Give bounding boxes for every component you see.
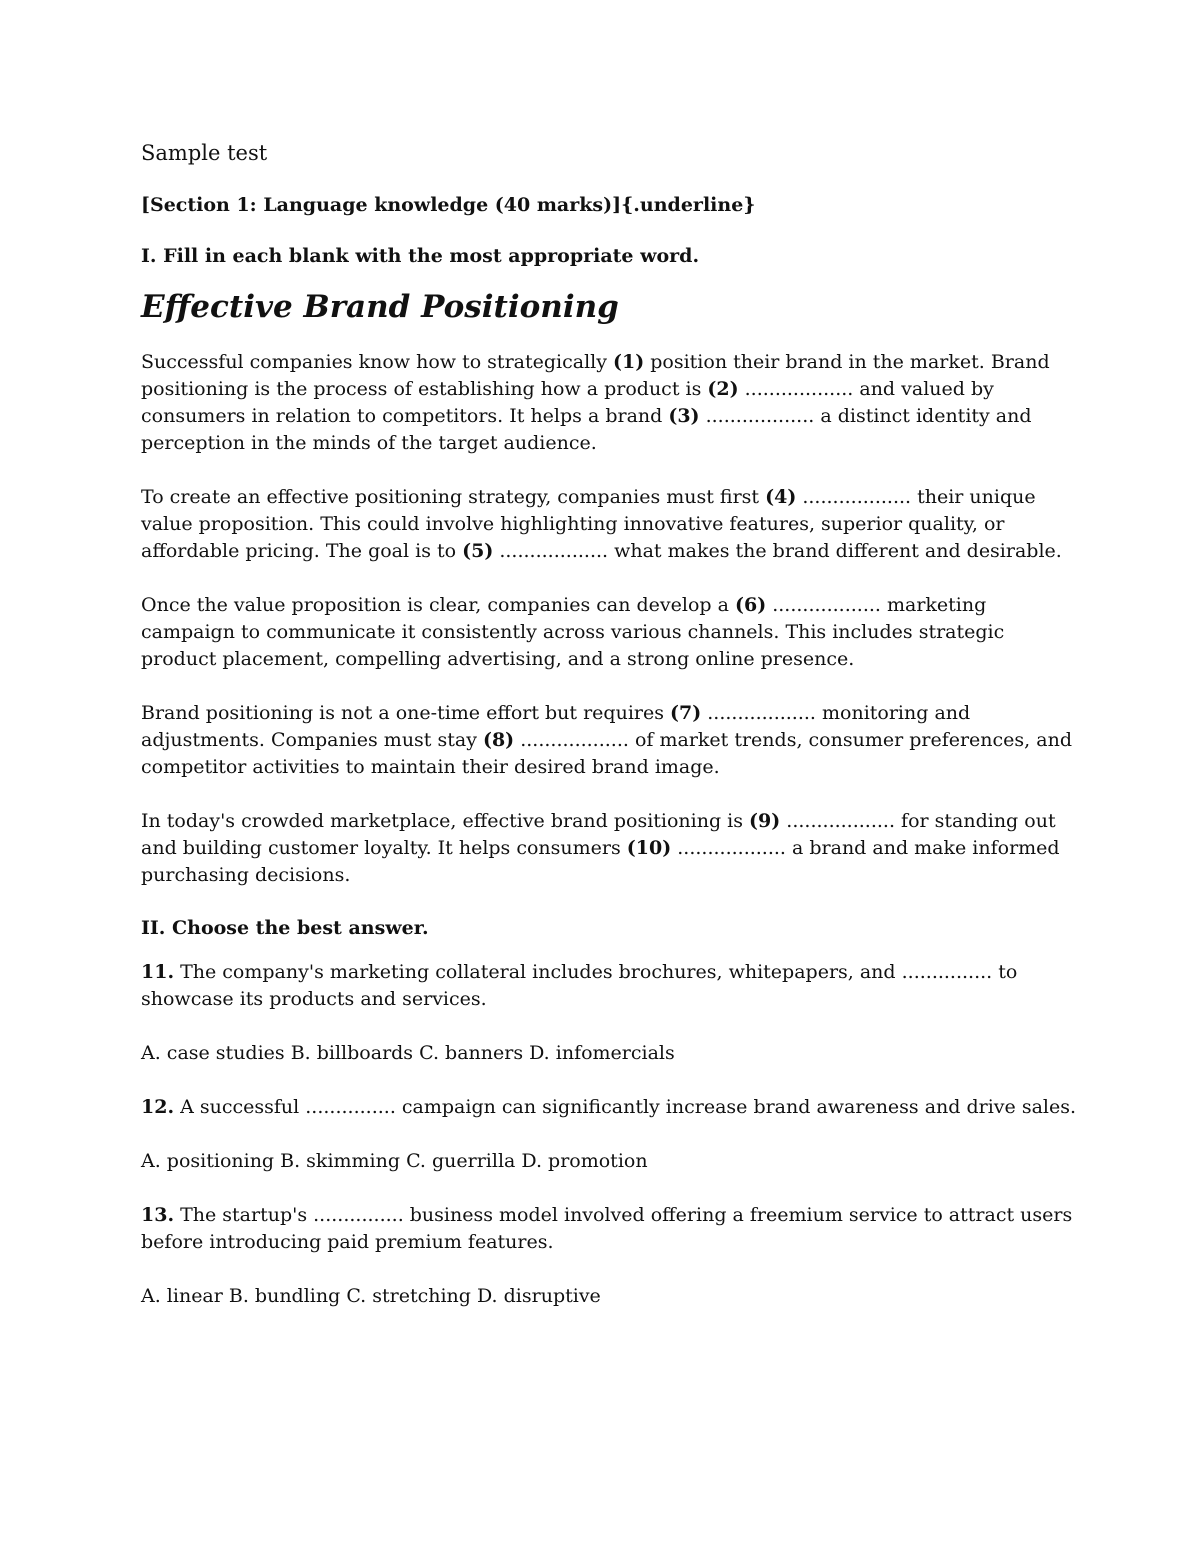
question-text: The company's marketing collateral includes brochures, whitepapers, and ............... to showcase its products and services. [141,960,1018,1010]
answer-options: A. linear B. bundling C. stretching D. disruptive [141,1284,601,1307]
passage-text: Brand positioning is not a one-time effort but requires [141,701,671,724]
passage-text: .................. and valued by consumers in relation to competitors. It helps a brand [141,377,994,427]
part-one-heading: I. Fill in each blank with the most appropriate word. [141,244,700,267]
passage-title: Effective Brand Positioning [141,288,619,325]
question-text: A successful ............... campaign can significantly increase brand awareness and drive sales. [174,1095,1077,1118]
document-page [141,140,1076,1337]
passage-text: .................. of market trends, consumer preferences, and competitor activities to maintain their desired brand image. [141,728,1072,778]
passage-text: In today's crowded marketplace, effective brand positioning is [141,809,750,832]
question-stem [141,1202,1076,1256]
blank-number: (4) [765,485,797,508]
question-item [141,1094,1076,1175]
question-number: 13. [141,1203,175,1226]
blank-number: (10) [626,836,672,859]
question-stem [141,1094,1076,1121]
blank-number: (1) [613,350,645,373]
question-number: 12. [141,1095,175,1118]
passage-text: .................. a brand and make informed purchasing decisions. [141,836,1060,886]
passage-text: .................. what makes the brand different and desirable. [493,539,1062,562]
passage-text: Once the value proposition is clear, companies can develop a [141,593,735,616]
passage-paragraph [141,592,1076,673]
passage-text: position their brand in the market. Brand positioning is the process of establishing how a product is [141,350,1050,400]
passage-paragraph [141,700,1076,781]
question-list [141,959,1076,1310]
section-heading: [Section 1: Language knowledge (40 marks)]{.underline} [141,194,756,217]
blank-number: (6) [734,593,767,616]
passage-text: .................. their unique value proposition. This could involve highlighting innovative features, superior quality, or affordable pricing. The goal is to [141,485,1036,562]
passage-text: .................. for standing out and building customer loyalty. It helps consumers [141,809,1056,859]
question-stem [141,959,1076,1013]
passage-text: .................. marketing campaign to communicate it consistently across various channels. This includes strategic product placement, compelling advertising, and a strong online presence. [141,593,1005,670]
passage-paragraph [141,349,1076,457]
question-text: The startup's ............... business model involved offering a freemium service to attract users before introducing paid premium features. [141,1203,1073,1253]
part-two-heading: II. Choose the best answer. [141,916,429,939]
question-number: 11. [141,960,175,983]
passage-text: Successful companies know how to strategically [141,350,613,373]
blank-number: (3) [668,404,700,427]
passage-paragraph [141,808,1076,889]
document-title: Sample test [141,141,268,165]
answer-options: A. case studies B. billboards C. banners D. infomercials [141,1041,675,1064]
blank-number: (8) [482,728,515,751]
answer-options: A. positioning B. skimming C. guerrilla D. promotion [141,1149,648,1172]
passage-paragraph [141,484,1076,565]
blank-number: (9) [749,809,781,832]
question-item [141,1202,1076,1310]
blank-number: (2) [707,377,739,400]
blank-number: (7) [670,701,702,724]
question-item [141,959,1076,1067]
passage-text: .................. a distinct identity and perception in the minds of the target audience. [141,404,1032,454]
passage [141,349,1076,889]
passage-text: .................. monitoring and adjustments. Companies must stay [141,701,971,751]
blank-number: (5) [462,539,494,562]
passage-text: To create an effective positioning strategy, companies must first [141,485,766,508]
